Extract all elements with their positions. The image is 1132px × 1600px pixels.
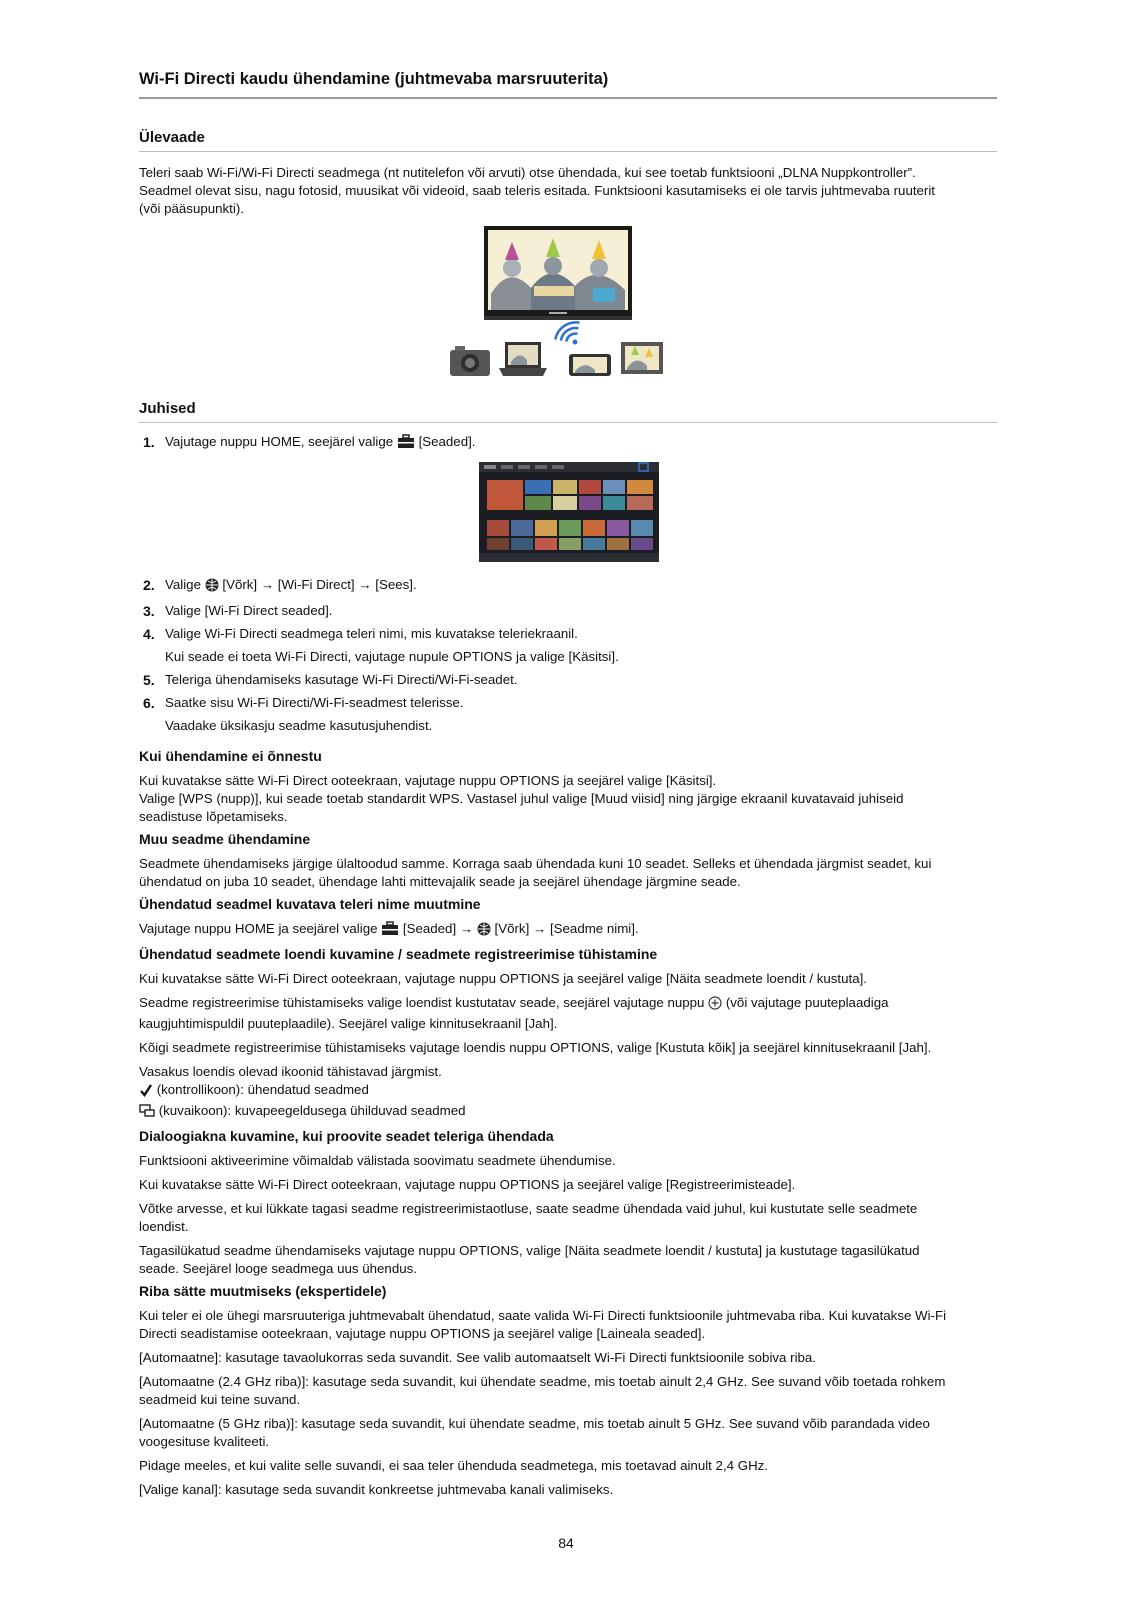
- step-2: [139, 576, 997, 597]
- step-5: [139, 671, 997, 689]
- band-text-1a: Kui teler ei ole ühegi marsruuteriga juhtmevabalt ühendatud, saate valida Wi-Fi Directi funktsioonile juhtmevaba riba. Kui kuvatakse Wi-Fi: [139, 1308, 947, 1323]
- globe-icon: [205, 578, 219, 597]
- band-text-4a: [Automaatne (5 GHz riba)]: kasutage seda suvandit, kui ühendate seadme, mis toetab ainult 5 GHz. See suvand võib parandada video: [139, 1416, 930, 1431]
- list-text-6-label: (kuvaikoon): kuvapeegeldusega ühilduvad seadmed: [158, 1103, 466, 1118]
- step-number: 6.: [143, 695, 155, 711]
- section-title-instructions: Juhised: [139, 400, 997, 423]
- fail-text-1: Kui kuvatakse sätte Wi-Fi Direct ooteekraan, vajutage nuppu OPTIONS ja seejärel valige [Käsitsi].: [139, 773, 717, 788]
- document-page: [139, 70, 997, 1499]
- subsection-title-list: Ühendatud seadmete loendi kuvamine / seadmete registreerimise tühistamine: [139, 946, 658, 962]
- laptop-icon: [499, 342, 547, 376]
- plus-circle-icon: [708, 996, 722, 1015]
- smartphone-icon: [569, 354, 611, 376]
- dialog-text-4a: Tagasilükatud seadme ühendamiseks vajutage nuppu OPTIONS, valige [Näita seadmete loendit / kustuta] ja kustutage tagasilükatud: [139, 1243, 920, 1258]
- band-text-2: [Automaatne]: kasutage tavaolukorras seda suvandit. See valib automaatselt Wi-Fi Directi funktsioonile sobiva riba.: [139, 1350, 817, 1365]
- step-text: [Võrk] → [Wi-Fi Direct] → [Sees].: [222, 577, 417, 592]
- step-text: Saatke sisu Wi-Fi Directi/Wi-Fi-seadmest telerisse.: [165, 695, 464, 710]
- home-menu-screenshot: [139, 462, 997, 564]
- globe-icon: [477, 922, 491, 941]
- step-text: [Seaded].: [418, 434, 476, 449]
- wifi-icon: [552, 318, 578, 344]
- other-text-2: ühendatud on juba 10 seadet, ühendage lahti mittevajalik seade ja seejärel ühendage järgmine seade.: [139, 874, 741, 889]
- overview-illustration: [139, 224, 997, 384]
- step-number: 4.: [143, 626, 155, 642]
- band-text-6: [Valige kanal]: kasutage seda suvandit konkreetse juhtmevaba kanali valimiseks.: [139, 1482, 614, 1497]
- camera-icon: [450, 346, 490, 376]
- list-text-5: [139, 1081, 997, 1102]
- list-text-3: Kõigi seadmete registreerimise tühistamiseks vajutage loendis nuppu OPTIONS, valige [Kustuta kõik] ja seejärel kinnitusekraanil [Jah].: [139, 1040, 932, 1055]
- step-4: [139, 625, 997, 666]
- toolbox-icon: [397, 434, 415, 454]
- dialog-text-3b: loendist.: [139, 1219, 189, 1234]
- dialog-text-3a: Võtke arvesse, et kui lükkate tagasi seadme registreerimistaotluse, saate seadme ühendada vaid juhul, kui kustutate selle seadmete: [139, 1201, 918, 1216]
- subsection-title-rename: Ühendatud seadmel kuvatava teleri nime muutmine: [139, 896, 481, 912]
- step-text: Vajutage nuppu HOME, seejärel valige: [165, 434, 394, 449]
- subsection-title-other: Muu seadme ühendamine: [139, 831, 311, 847]
- list-text-5-label: (kontrollikoon): ühendatud seadmed: [156, 1082, 369, 1097]
- step-number: 2.: [143, 577, 155, 593]
- rename-text-b: [Seaded] →: [402, 921, 474, 936]
- overview-text-3: (või pääsupunkti).: [139, 201, 244, 216]
- other-text-1: Seadmete ühendamiseks järgige ülaltoodud samme. Korraga saab ühendada kuni 10 seadet. Selleks et ühendada järgmist seadet, kui: [139, 856, 932, 871]
- dialog-text-2: Kui kuvatakse sätte Wi-Fi Direct ooteekraan, vajutage nuppu OPTIONS ja seejärel valige [Registreerimisteade].: [139, 1177, 796, 1192]
- subsection-title-dialog: Dialoogiakna kuvamine, kui proovite seadet teleriga ühendada: [139, 1128, 554, 1144]
- step-text: Valige Wi-Fi Directi seadmega teleri nimi, mis kuvatakse teleriekraanil.: [165, 626, 578, 641]
- step-text: Valige: [165, 577, 201, 592]
- step-6: [139, 694, 997, 735]
- step-text: Teleriga ühendamiseks kasutage Wi-Fi Directi/Wi-Fi-seadet.: [165, 672, 518, 687]
- list-text-4: Vasakus loendis olevad ikoonid tähistavad järgmist.: [139, 1064, 442, 1079]
- tv-icon: [484, 226, 632, 320]
- step-number: 5.: [143, 672, 155, 688]
- band-text-4b: voogesituse kvaliteeti.: [139, 1434, 270, 1449]
- step-1: [139, 433, 997, 454]
- list-text-2a: Seadme registreerimise tühistamiseks valige loendist kustutatav seade, seejärel vajutage nuppu: [139, 995, 705, 1010]
- dialog-text-4b: seade. Seejärel looge seadmega uus ühendus.: [139, 1261, 417, 1276]
- rename-text-a: Vajutage nuppu HOME ja seejärel valige: [139, 921, 378, 936]
- step-note: Kui seade ei toeta Wi-Fi Directi, vajutage nupule OPTIONS ja valige [Käsitsi].: [165, 649, 619, 664]
- list-text-2: [139, 994, 997, 1015]
- fail-text-2: Valige [WPS (nupp)], kui seade toetab standardit WPS. Vastasel juhul valige [Muud viisid] ning järgige ekraanil kuvatavaid juhiseid: [139, 791, 904, 806]
- page-number: 84: [558, 1535, 574, 1551]
- photo-frame-icon: [621, 342, 663, 374]
- step-number: 3.: [143, 603, 155, 619]
- steps-list: [139, 433, 997, 454]
- dialog-text-1: Funktsiooni aktiveerimine võimaldab välistada soovimatu seadmete ühendumise.: [139, 1153, 616, 1168]
- step-3: [139, 602, 997, 620]
- steps-list-continued: [139, 576, 997, 735]
- fail-text-3: seadistuse lõpetamiseks.: [139, 809, 288, 824]
- subsection-title-fail: Kui ühendamine ei õnnestu: [139, 748, 322, 764]
- checkmark-icon: [139, 1083, 153, 1102]
- band-text-5: Pidage meeles, et kui valite selle suvandi, ei saa teler ühenduda seadmetega, mis toetavad ainult 2,4 GHz.: [139, 1458, 769, 1473]
- band-text-3b: seadmeid kui teine suvand.: [139, 1392, 301, 1407]
- home-screen-illustration: [139, 462, 997, 564]
- step-number: 1.: [143, 434, 155, 450]
- band-text-1b: Directi seadistamise ooteekraan, vajutage nuppu OPTIONS ja seejärel valige [Laineala seaded].: [139, 1326, 706, 1341]
- tv-devices-illustration: [139, 224, 997, 384]
- list-text-6: [139, 1102, 997, 1123]
- step-note: Vaadake üksikasju seadme kasutusjuhendist.: [165, 718, 433, 733]
- list-text-2b: (või vajutage puuteplaadiga: [725, 995, 889, 1010]
- overview-text-1: Teleri saab Wi-Fi/Wi-Fi Directi seadmega (nt nutitelefon või arvuti) otse ühendada, kui see toetab funktsiooni „DLNA Nuppkontroller”.: [139, 165, 916, 180]
- rename-text: [139, 920, 997, 941]
- list-text-2c: kaugjuhtimispuldil puuteplaadile). Seejärel valige kinnitusekraanil [Jah].: [139, 1016, 558, 1031]
- toolbox-icon: [381, 921, 399, 941]
- subsection-title-band: Riba sätte muutmiseks (ekspertidele): [139, 1283, 387, 1299]
- page-title: Wi-Fi Directi kaudu ühendamine (juhtmevaba marsruuterita): [139, 70, 997, 99]
- overview-text-2: Seadmel olevat sisu, nagu fotosid, muusikat või videoid, saab teleris esitada. Funktsiooni kasutamiseks ei ole tarvis juhtmevaba ruuterit: [139, 183, 936, 198]
- step-text: Valige [Wi-Fi Direct seaded].: [165, 603, 333, 618]
- rename-text-c: [Võrk] → [Seadme nimi].: [494, 921, 639, 936]
- section-title-overview: Ülevaade: [139, 129, 997, 152]
- screen-mirroring-icon: [139, 1104, 155, 1123]
- band-text-3a: [Automaatne (2.4 GHz riba)]: kasutage seda suvandit, kui ühendate seadme, mis toetab ainult 2,4 GHz. See suvand võib toetada rohkem: [139, 1374, 946, 1389]
- list-text-1: Kui kuvatakse sätte Wi-Fi Direct ooteekraan, vajutage nuppu OPTIONS ja seejärel valige [Näita seadmete loendit / kustuta].: [139, 971, 867, 986]
